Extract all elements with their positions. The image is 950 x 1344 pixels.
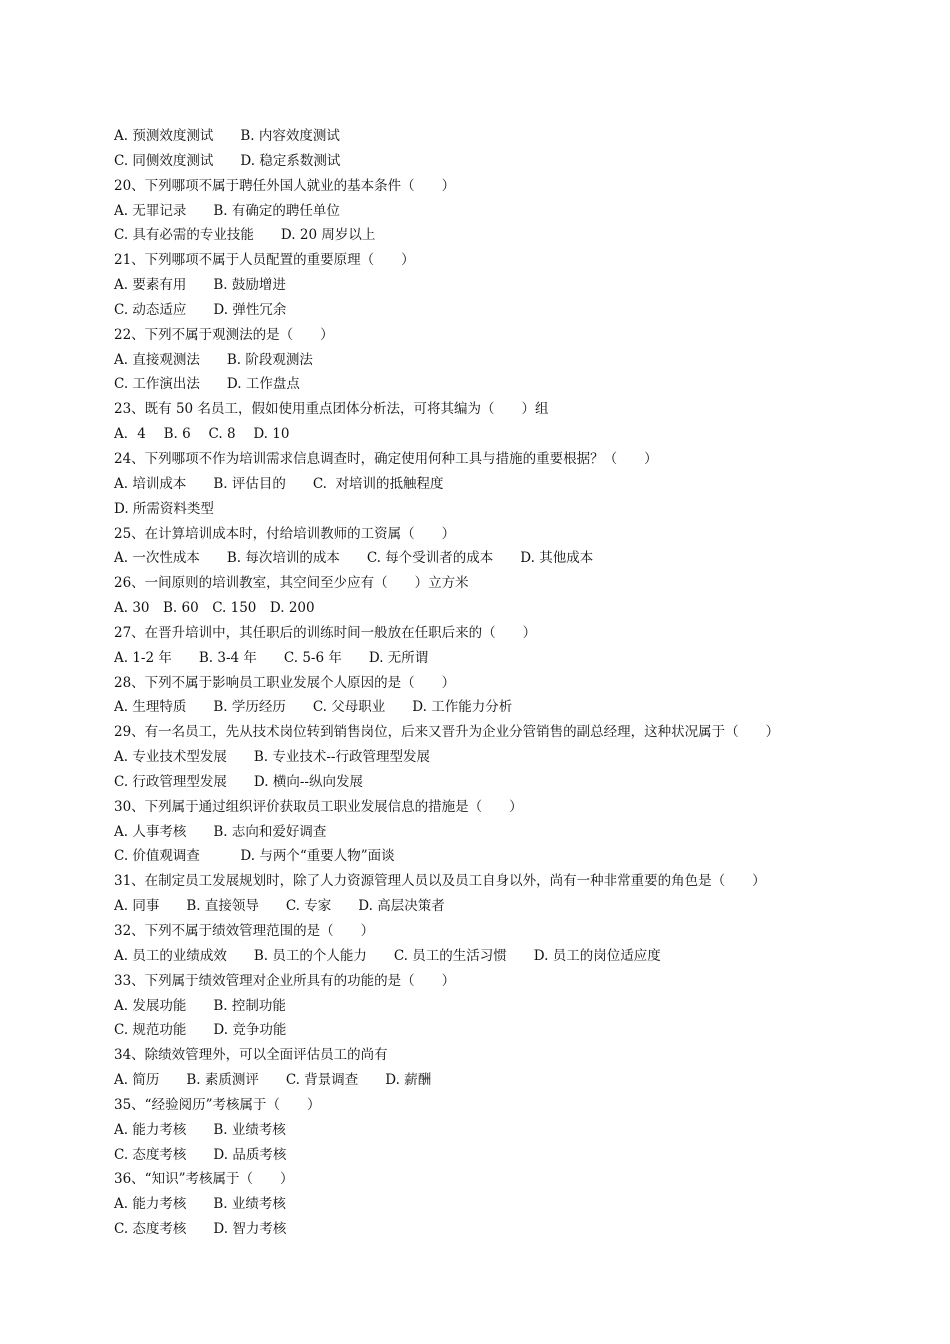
question-line: 34、除绩效管理外，可以全面评估员工的尚有: [114, 1047, 388, 1064]
option-line: C. 行政管理型发展 D. 横向--纵向发展: [114, 773, 363, 790]
question-line: 23、既有 50 名员工，假如使用重点团体分析法，可将其编为（ ）组: [114, 401, 549, 418]
option-line: A. 无罪记录 B. 有确定的聘任单位: [114, 202, 340, 219]
option-line: C. 价值观调查 D. 与两个“重要人物”面谈: [114, 848, 395, 865]
option-line: C. 具有必需的专业技能 D. 20 周岁以上: [114, 227, 376, 244]
question-line: 27、在晋升培训中，其任职后的训练时间一般放在任职后来的（ ）: [114, 624, 537, 641]
option-line: A. 人事考核 B. 志向和爱好调查: [114, 823, 327, 840]
question-line: 24、下列哪项不作为培训需求信息调查时，确定使用何种工具与措施的重要根据？（ ）: [114, 450, 658, 467]
option-line: C. 同侧效度测试 D. 稳定系数测试: [114, 152, 341, 169]
question-line: 32、下列不属于绩效管理范围的是（ ）: [114, 923, 375, 939]
question-line: 25、在计算培训成本时，付给培训教师的工资属（ ）: [114, 525, 456, 542]
option-line: A. 预测效度测试 B. 内容效度测试: [114, 128, 340, 144]
option-line: A. 要素有用 B. 鼓励增进: [114, 277, 286, 294]
question-line: 31、在制定员工发展规划时，除了人力资源管理人员以及员工自身以外，尚有一种非常重要的角色是（ ）: [114, 873, 766, 890]
question-list: [114, 124, 834, 1242]
question-line: 35、“经验阅历”考核属于（ ）: [114, 1096, 321, 1113]
option-line: C. 工作演出法 D. 工作盘点: [114, 376, 300, 393]
option-line: A. 简历 B. 素质测评 C. 背景调查 D. 薪酬: [114, 1072, 432, 1089]
option-line: A. 能力考核 B. 业绩考核: [114, 1196, 286, 1213]
option-line: C. 态度考核 D. 智力考核: [114, 1221, 287, 1238]
option-line: A. 30 B. 60 C. 150 D. 200: [114, 600, 315, 617]
option-line: A．4 B. 6 C. 8 D. 10: [114, 426, 290, 443]
option-line: A. 直接观测法 B. 阶段观测法: [114, 351, 313, 368]
question-line: 36、“知识”考核属于（ ）: [114, 1171, 294, 1188]
option-line: A. 发展功能 B. 控制功能: [114, 997, 286, 1014]
option-line: A. 培训成本 B. 评估目的 C. 对培训的抵触程度: [114, 475, 444, 492]
question-line: 21、下列哪项不属于人员配置的重要原理（ ）: [114, 252, 415, 269]
question-line: 20、下列哪项不属于聘任外国人就业的基本条件（ ）: [114, 177, 456, 194]
option-line: C. 态度考核 D. 品质考核: [114, 1146, 287, 1163]
option-line: A. 专业技术型发展 B. 专业技术--行政管理型发展: [114, 749, 430, 766]
option-line: A. 一次性成本 B. 每次培训的成本 C. 每个受训者的成本 D. 其他成本: [114, 550, 594, 567]
option-line: A. 员工的业绩成效 B. 员工的个人能力 C. 员工的生活习惯 D. 员工的岗位适应度: [114, 947, 661, 964]
question-line: 22、下列不属于观测法的是（ ）: [114, 326, 334, 343]
question-line: 30、下列属于通过组织评价获取员工职业发展信息的措施是（ ）: [114, 798, 523, 815]
question-line: 33、下列属于绩效管理对企业所具有的功能的是（ ）: [114, 972, 456, 989]
question-line: 29、有一名员工，先从技术岗位转到销售岗位，后来又晋升为企业分管销售的副总经理，这种状况属于（ ）: [114, 724, 780, 741]
question-line: 26、一间原则的培训教室，其空间至少应有（ ）立方米: [114, 575, 469, 592]
option-line: A. 生理特质 B. 学历经历 C. 父母职业 D. 工作能力分析: [114, 699, 513, 716]
option-line: C. 规范功能 D. 竞争功能: [114, 1022, 287, 1039]
option-line: C. 动态适应 D. 弹性冗余: [114, 301, 287, 318]
option-line: D. 所需资料类型: [114, 500, 214, 517]
option-line: A. 同事 B. 直接领导 C. 专家 D. 高层决策者: [114, 898, 445, 915]
option-line: A. 能力考核 B. 业绩考核: [114, 1121, 286, 1138]
option-line: A. 1-2 年 B. 3-4 年 C. 5-6 年 D. 无所谓: [114, 649, 429, 666]
question-line: 28、下列不属于影响员工职业发展个人原因的是（ ）: [114, 674, 456, 691]
